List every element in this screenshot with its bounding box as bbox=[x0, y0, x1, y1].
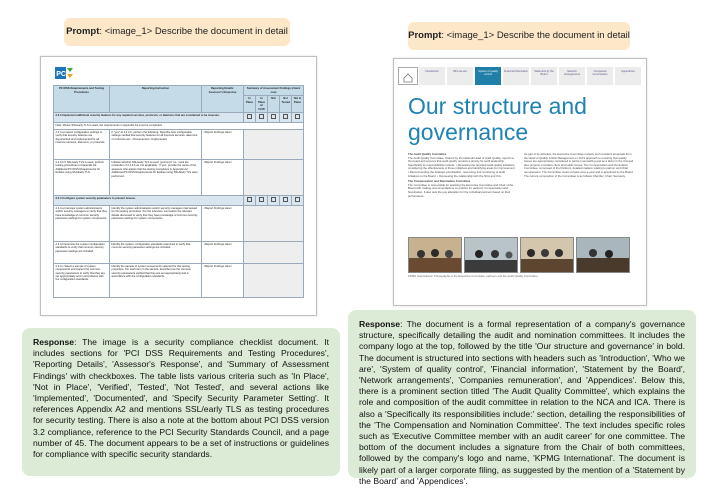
right-column-text: As part of its activities, the Executive Committee reviews and considers proposals from the Head of Quality & Risk Management on ICA's approach to ensuring that quality issues are appropriately considered in partner counselling and as a factor in the ICA and also properly considers client and public issues. The Compensation and Nomination Committee, composed of the Partners, detailed matters relating to partner and Chair remuneration. The Committee meets at least once a year and is appointed by the Board. The current composition of the Committee is as follows: Member, Chair, Secretary. bbox=[524, 152, 634, 178]
right-prompt-text: : <image_1> Describe the document in detail bbox=[441, 30, 630, 41]
sub-col-header: Not Tested bbox=[280, 96, 292, 113]
section-heading: The Compensation and Nomination Committee bbox=[408, 179, 471, 184]
col-header-response: Reporting Details: Assessor's Response bbox=[202, 86, 244, 113]
left-response-label: Response bbox=[33, 337, 75, 347]
right-response-label: Response bbox=[359, 319, 401, 329]
nav-tab-statement[interactable]: Statement by the Board bbox=[531, 67, 558, 85]
instruction-cell: If "yes" at 2.2.2.b, perform the following: Describe how configuration settings verified that security features for all insecure services, daemons, or protocols are: • Documented • Implemented bbox=[110, 129, 202, 159]
title-line: governance bbox=[408, 119, 529, 145]
checkbox[interactable] bbox=[259, 114, 264, 119]
right-response-box bbox=[348, 310, 696, 486]
left-response-text: : The image is a security compliance checklist document. It includes sections for 'PCI DSS Requirements and Testing Procedures', 'Reporting Details', 'Assessor's Response', and 'Summary of Assessment Findings' with checkboxes. The table lists various criteria such as 'In Place', 'Not in Place', 'Verified', 'Tested', 'Not Tested', and several actions like 'Implemented', 'Documented', and 'Specify Security Parameter Setting'. It references Appendix A2 and mentions SSL/early TLS as testing procedures for security testing. There is also a note at the bottom about PCI DSS version 3.2 compliance, reference to the PCI Security Standards Council, and a page number of 45. The document appears to be a set of instructions or guidelines for compliance with specific security standards. bbox=[33, 337, 329, 460]
instruction-cell: Identify the sample of system components selected for this testing procedure. For each item in the sample, describe how the common security parameters verified that they are set appropriately and in accordance with the configuration standards. bbox=[110, 263, 202, 297]
sub-col-header: In Place bbox=[244, 96, 256, 113]
right-prompt-label: Prompt bbox=[408, 30, 442, 41]
requirement-cell: 2.2.4.c Select a sample of system components and inspect the common security parameters to verify that they are set appropriately and in accordance with the configuration standards. bbox=[54, 263, 110, 297]
table-row bbox=[54, 205, 304, 241]
checkbox[interactable] bbox=[295, 114, 300, 119]
nav-tab-introduction[interactable]: Introduction bbox=[419, 67, 446, 85]
checkbox[interactable] bbox=[295, 197, 300, 202]
sub-col-header: Not in Place bbox=[292, 96, 304, 113]
table-row bbox=[54, 241, 304, 263]
sub-col-header: In Place w/ CCW bbox=[256, 96, 268, 113]
checkbox[interactable] bbox=[259, 197, 264, 202]
right-document-image bbox=[393, 58, 647, 306]
right-response-text: : The document is a formal representation of a company's governance structure, specifically detailing the audit and nomination committees. It includes the company logo at the top, followed by the title 'Our structure and governance' in bold. The document is structured into sections with headers such as 'Introduction', 'Who we are', 'System of quality control', 'Financial information', 'Statement by the Board', 'Network arrangements', 'Companies remuneration', and 'Appendices'. Below this, there is a prominent section titled 'The Audit Quality Committee', which explains the role and composition of the audit committee in relation to the NCA and ICA. There is also a 'Specifically its responsibilities include:' section, detailing the responsibilities of the 'The Compensation and Nomination Committee'. The text includes specific roles such as 'Executive Committee member with an audit career' for one committee. The bottom of the document includes a signature from the Chair of both committees, followed by the company's logo and name, 'KPMG International'. The document is likely part of a larger corporate filing, as suggested by the mention of a 'Statement by the Board' and 'Appendices'. bbox=[359, 319, 685, 486]
section-note: Note: Where SSL/early TLS is used, the requirements in Appendix A2 must be completed. bbox=[54, 122, 304, 129]
home-icon[interactable] bbox=[398, 67, 418, 85]
left-prompt-box bbox=[64, 18, 290, 46]
table-row bbox=[54, 129, 304, 159]
section-requirement: 2.2.3 Implement additional security features for any required services, protocols, or daemons that are considered to be insecure. bbox=[54, 113, 244, 123]
table-row bbox=[54, 263, 304, 297]
document-nav-bar bbox=[398, 67, 642, 85]
response-cell[interactable]: <Report Findings Here> bbox=[202, 205, 244, 241]
response-cell[interactable]: <Report Findings Here> bbox=[202, 241, 244, 263]
section-requirement: 2.2.4 Configure system security parameters to prevent misuse. bbox=[54, 195, 244, 205]
title-line: Our structure and bbox=[408, 93, 587, 119]
nav-tab-network[interactable]: Network arrangements bbox=[559, 67, 586, 85]
pci-logo-icon bbox=[55, 66, 77, 80]
response-cell[interactable]: <Report Findings Here> bbox=[202, 159, 244, 195]
instruction-cell: Identify the system configuration standards examined to verify that common security parameter settings are included. bbox=[110, 241, 202, 263]
checkbox[interactable] bbox=[247, 197, 252, 202]
col-header-summary: Summary of Assessment Findings (check one) bbox=[244, 86, 304, 96]
meeting-photo-1 bbox=[408, 237, 462, 273]
table-row bbox=[54, 195, 304, 205]
col-header-requirements: PCI DSS Requirements and Testing Procedures bbox=[54, 86, 110, 113]
nav-tab-who-we-are[interactable]: Who we are bbox=[447, 67, 474, 85]
checkbox[interactable] bbox=[283, 114, 288, 119]
section-body: The Audit Quality Committee, chaired by the National Head of Audit Quality, reports to the board and ensures that audit quality remains a priority for audit leadership. Specifically its responsibilities include: • Reviewing the principal audit quality initiatives, considering the effectiveness of those initiatives and identifying areas for improvement. • Recommending the strategic prioritisation, resourcing and monitoring of audit initiatives to the Board. • Overseeing the relationship with the NCA and ICA. bbox=[408, 155, 516, 178]
pci-requirements-table bbox=[53, 85, 304, 298]
left-response-box bbox=[22, 328, 340, 476]
checkbox[interactable] bbox=[283, 197, 288, 202]
instruction-cell: Indicate whether SSL/early TLS is used. (yes/no) If 'no,' mark the remainder of 2.2.3.b as 'not applicable.' If 'yes', provide the name of the assessor who attests that the testing procedures in Appendix A2: Additional PCI DSS Requirements for Entities using SSL/Early TLS were performed. bbox=[110, 159, 202, 195]
photo-caption: KPMG International: Photographs of the Executive Committee, partners and the Audit Quality Committee. bbox=[408, 274, 539, 278]
left-document-image bbox=[40, 56, 317, 316]
col-header-instruction: Reporting Instruction bbox=[110, 86, 202, 113]
checkbox[interactable] bbox=[271, 114, 276, 119]
response-cell[interactable]: <Report Findings Here> bbox=[202, 129, 244, 159]
requirement-cell: 2.2.3.b If SSL/early TLS is used, perform testing procedures in Appendix A2: Additional PCI DSS Requirements for Entities using SSL/Early TLS. bbox=[54, 159, 110, 195]
nav-tab-financial[interactable]: Financial information bbox=[503, 67, 530, 85]
meeting-photo-2 bbox=[464, 237, 518, 273]
table-row bbox=[54, 122, 304, 129]
left-prompt-label: Prompt bbox=[66, 26, 100, 37]
meeting-photo-4 bbox=[576, 237, 630, 273]
table-row bbox=[54, 113, 304, 123]
checkbox[interactable] bbox=[247, 114, 252, 119]
page-title bbox=[408, 93, 587, 145]
response-cell[interactable]: <Report Findings Here> bbox=[202, 263, 244, 297]
left-column-text bbox=[408, 153, 516, 198]
checkbox[interactable] bbox=[271, 197, 276, 202]
sub-col-header: N/A bbox=[268, 96, 280, 113]
requirement-cell: 2.2.4.b Examine the system configuration standards to verify that common security parameter settings are included. bbox=[54, 241, 110, 263]
nav-tab-remuneration[interactable]: Companies remuneration bbox=[587, 67, 614, 85]
svg-text:PCI: PCI bbox=[56, 71, 68, 78]
nav-tab-appendices[interactable]: Appendices bbox=[615, 67, 642, 85]
nav-tab-quality-control[interactable]: System of quality control bbox=[475, 67, 502, 85]
section-heading: The Audit Quality Committee bbox=[408, 152, 447, 156]
requirement-cell: 2.2.3.a Inspect configuration settings to verify that security features are documented and implemented for all insecure services, daemons, or protocols. bbox=[54, 129, 110, 159]
table-row bbox=[54, 159, 304, 195]
left-prompt-text: : <image_1> Describe the document in detail bbox=[99, 26, 288, 37]
meeting-photo-3 bbox=[520, 237, 574, 273]
requirement-cell: 2.2.4.a Interview system administrators and/or security managers to verify that they have knowledge of common security parameter settings for system components. bbox=[54, 205, 110, 241]
right-prompt-box bbox=[408, 22, 630, 50]
instruction-cell: Identify the system administrators and/or security managers interviewed for this testing procedure. For the interview, summarize the relevant details discussed to verify that they have knowledge of common security parameter settings for system components. bbox=[110, 205, 202, 241]
section-body: The Committee is responsible for assisting the Executive Committee and Chair of the Board with making recommendations on policies for partners' Compensation and Nomination. It also sets the pay allocation for the individual partners based on their performance. bbox=[408, 182, 514, 198]
